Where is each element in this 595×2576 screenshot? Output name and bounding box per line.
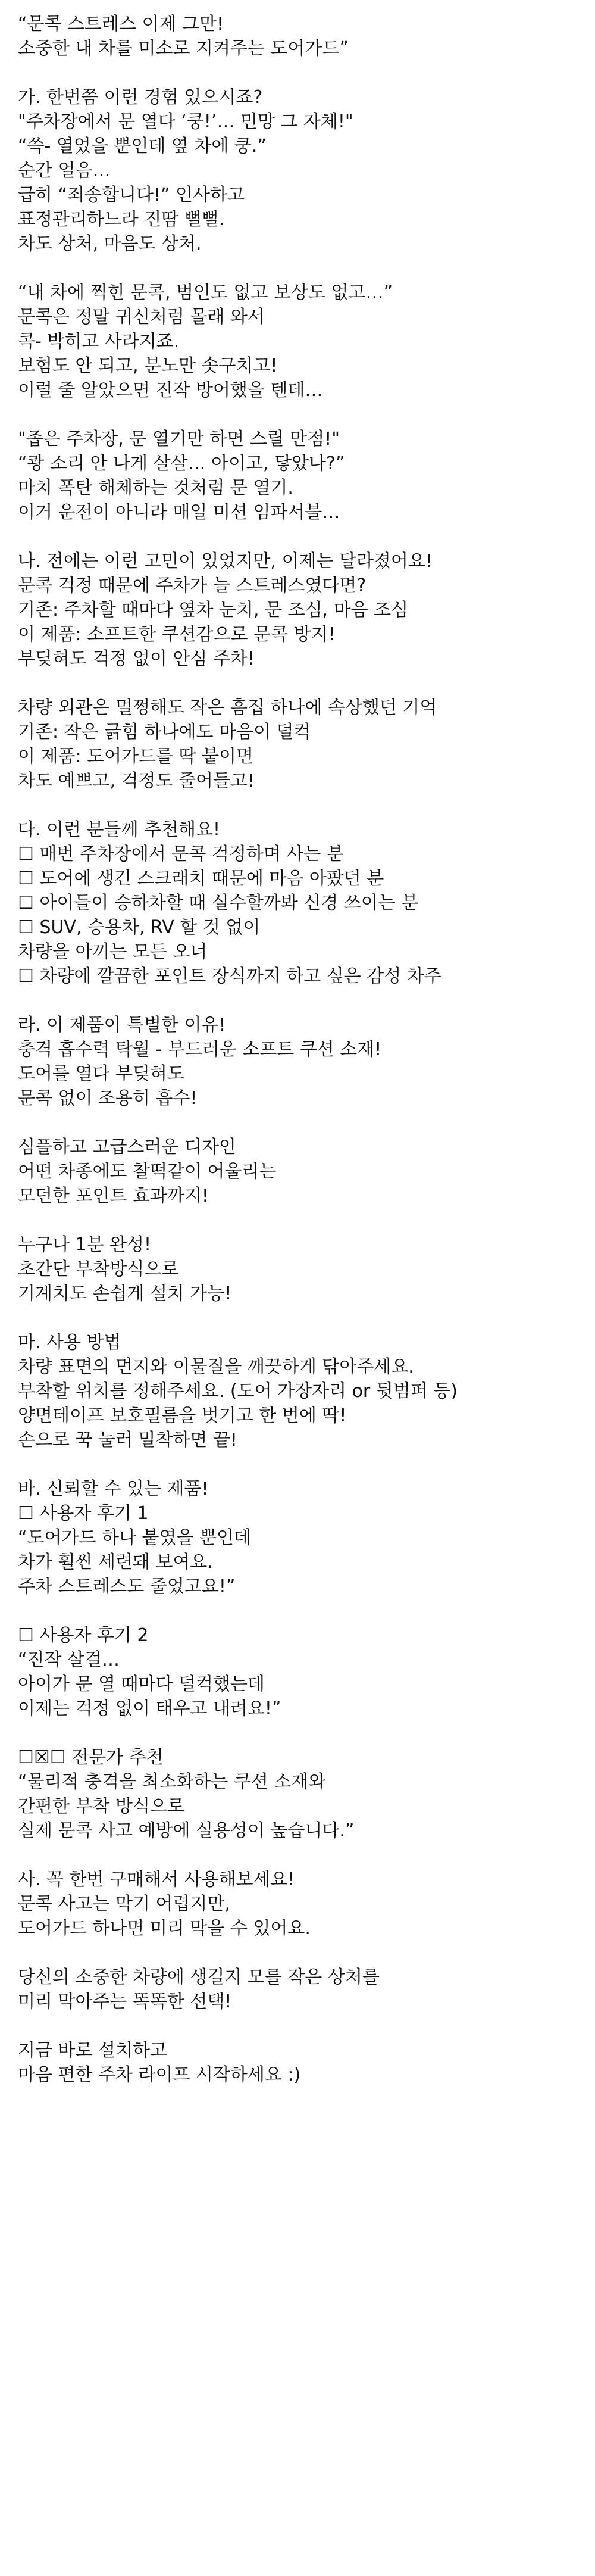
text-line: 바. 신뢰할 수 있는 제품! <box>18 1479 209 1499</box>
text-line: "좁은 주차장, 문 열기만 하면 스릴 만점!" <box>18 429 340 450</box>
text-line: 간편한 부착 방식으로 <box>18 1796 184 1817</box>
text-line: 차도 예쁘고, 걱정도 줄어들고! <box>18 771 255 791</box>
text-line: 문콕 걱정 때문에 주차가 늘 스트레스였다면? <box>18 575 367 596</box>
paragraph <box>18 85 583 256</box>
text-line: 급히 “죄송합니다!” 인사하고 <box>18 185 245 205</box>
paragraph-gap <box>18 256 583 280</box>
paragraph <box>18 1135 583 1208</box>
text-line: 차도 상처, 마음도 상처. <box>18 233 202 254</box>
paragraph <box>18 12 583 61</box>
paragraph-gap <box>18 1111 583 1135</box>
paragraph <box>18 2038 583 2087</box>
paragraph-gap <box>18 2014 583 2038</box>
text-line: 양면테이프 보호필름을 벗기고 한 번에 딱! <box>18 1405 347 1426</box>
text-line: ☐ 사용자 후기 1 <box>18 1503 149 1524</box>
text-line: 이 제품: 도어가드를 딱 붙이면 <box>18 746 254 767</box>
text-line: 미리 막아주는 똑똑한 선택! <box>18 1991 232 2012</box>
text-line: 문콕 사고는 막기 어렵지만, <box>18 1894 230 1914</box>
text-line: 기존: 주차할 때마다 옆차 눈치, 문 조심, 마음 조심 <box>18 600 409 620</box>
text-line: 나. 전에는 이런 고민이 있었지만, 이제는 달라졌어요! <box>18 551 433 572</box>
text-line: 콕- 박히고 사라지죠. <box>18 331 180 352</box>
paragraph-gap <box>18 1843 583 1867</box>
paragraph <box>18 1965 583 2014</box>
document-body <box>18 12 583 2087</box>
text-line: ☐☒☐ 전문가 추천 <box>18 1747 164 1768</box>
text-line: 보험도 안 되고, 분노만 솟구치고! <box>18 355 278 376</box>
paragraph-gap <box>18 1306 583 1330</box>
text-line: 부착할 위치를 정해주세요. (도어 가장자리 or 뒷범퍼 등) <box>18 1381 458 1402</box>
text-line: 표정관리하느라 진땀 뻘뻘. <box>18 209 225 230</box>
text-line: 실제 문콕 사고 예방에 실용성이 높습니다.” <box>18 1820 355 1841</box>
paragraph <box>18 818 583 988</box>
text-line: 사. 꼭 한번 구매해서 사용해보세요! <box>18 1869 295 1890</box>
paragraph-gap <box>18 403 583 427</box>
paragraph <box>18 1623 583 1721</box>
paragraph-gap <box>18 793 583 818</box>
text-line: 이 제품: 소프트한 쿠션감으로 문콕 방지! <box>18 624 336 645</box>
paragraph-gap <box>18 1452 583 1477</box>
text-line: 마치 폭탄 해체하는 것처럼 문 열기. <box>18 478 293 498</box>
text-line: 기계치도 손쉽게 설치 가능! <box>18 1283 232 1304</box>
text-line: “쓱- 열었을 뿐인데 옆 차에 쿵.” <box>18 136 267 157</box>
text-line: 마. 사용 방법 <box>18 1332 121 1353</box>
text-line: 마음 편한 주차 라이프 시작하세요 :) <box>18 2064 301 2085</box>
paragraph <box>18 1330 583 1452</box>
paragraph <box>18 280 583 403</box>
text-line: 차량 표면의 먼지와 이물질을 깨끗하게 닦아주세요. <box>18 1356 414 1377</box>
text-line: “진작 살걸… <box>18 1649 120 1670</box>
paragraph <box>18 1745 583 1843</box>
paragraph-gap <box>18 1721 583 1745</box>
paragraph-gap <box>18 1599 583 1623</box>
text-line: 주차 스트레스도 줄었고요!” <box>18 1576 236 1597</box>
text-line: 이거 운전이 아니라 매일 미션 임파서블… <box>18 502 340 523</box>
text-line: ☐ 차량에 깔끔한 포인트 장식까지 하고 싶은 감성 차주 <box>18 966 441 987</box>
text-line: “도어가드 하나 붙였을 뿐인데 <box>18 1527 251 1548</box>
text-line: “쾅 소리 안 나게 살살… 아이고, 닿았나?” <box>18 453 345 474</box>
text-line: 손으로 꾹 눌러 밀착하면 끝! <box>18 1430 237 1451</box>
text-line: 이럴 줄 알았으면 진작 방어했을 텐데… <box>18 380 323 401</box>
paragraph-gap <box>18 671 583 696</box>
paragraph <box>18 696 583 793</box>
text-line: “물리적 충격을 최소화하는 쿠션 소재와 <box>18 1772 326 1792</box>
text-line: 심플하고 고급스러운 디자인 <box>18 1137 236 1158</box>
text-line: 순간 얼음… <box>18 160 111 181</box>
paragraph <box>18 1867 583 1941</box>
text-line: “문콕 스트레스 이제 그만! <box>18 14 224 35</box>
text-line: 누구나 1분 완성! <box>18 1234 152 1255</box>
text-line: 라. 이 제품이 특별한 이유! <box>18 1015 226 1036</box>
text-line: 어떤 차종에도 찰떡같이 어울리는 <box>18 1161 277 1182</box>
text-line: 초간단 부착방식으로 <box>18 1259 179 1280</box>
text-line: ☐ SUV, 승용차, RV 할 것 없이 <box>18 917 261 938</box>
text-line: 부딪혀도 걱정 없이 안심 주차! <box>18 648 255 669</box>
text-line: 가. 한번쯤 이런 경험 있으시죠? <box>18 87 263 108</box>
text-line: ☐ 사용자 후기 2 <box>18 1625 149 1646</box>
text-line: 당신의 소중한 차량에 생길지 모를 작은 상처를 <box>18 1967 380 1988</box>
text-line: 소중한 내 차를 미소로 지켜주는 도어가드” <box>18 38 349 59</box>
paragraph <box>18 427 583 525</box>
text-line: 문콕은 정말 귀신처럼 몰래 와서 <box>18 307 265 328</box>
text-line: 도어를 열다 부딪혀도 <box>18 1064 184 1084</box>
paragraph <box>18 1477 583 1599</box>
text-line: 차가 훨씬 세련돼 보여요. <box>18 1552 213 1573</box>
paragraph-gap <box>18 1208 583 1233</box>
text-line: 차량을 아끼는 모든 오너 <box>18 941 208 962</box>
paragraph <box>18 549 583 671</box>
text-line: 다. 이런 분들께 추천해요! <box>18 819 220 840</box>
paragraph <box>18 1013 583 1111</box>
text-line: 지금 바로 설치하고 <box>18 2040 167 2061</box>
text-line: 모던한 포인트 효과까지! <box>18 1186 209 1206</box>
text-line: 아이가 문 열 때마다 덜컥했는데 <box>18 1674 265 1695</box>
text-line: 도어가드 하나면 미리 막을 수 있어요. <box>18 1918 311 1939</box>
text-line: 문콕 없이 조용히 흡수! <box>18 1088 198 1109</box>
paragraph-gap <box>18 61 583 85</box>
text-line: 이제는 걱정 없이 태우고 내려요!” <box>18 1698 281 1719</box>
text-line: ☐ 도어에 생긴 스크래치 때문에 마음 아팠던 분 <box>18 868 384 889</box>
text-line: ☐ 매번 주차장에서 문콕 걱정하며 사는 분 <box>18 844 344 865</box>
text-line: ☐ 아이들이 승하차할 때 실수할까봐 신경 쓰이는 분 <box>18 893 419 913</box>
text-line: 차량 외관은 멀쩡해도 작은 흠집 하나에 속상했던 기억 <box>18 697 437 718</box>
text-line: 기존: 작은 긁힘 하나에도 마음이 덜컥 <box>18 722 311 743</box>
paragraph-gap <box>18 1941 583 1965</box>
text-line: “내 차에 찍힌 문콕, 범인도 없고 보상도 없고…” <box>18 282 393 303</box>
paragraph <box>18 1233 583 1306</box>
paragraph-gap <box>18 525 583 549</box>
text-line: "주차장에서 문 열다 ‘쿵!’… 민망 그 자체!" <box>18 111 353 132</box>
text-line: 충격 흡수력 탁월 - 부드러운 소프트 쿠션 소재! <box>18 1039 382 1060</box>
paragraph-gap <box>18 988 583 1013</box>
